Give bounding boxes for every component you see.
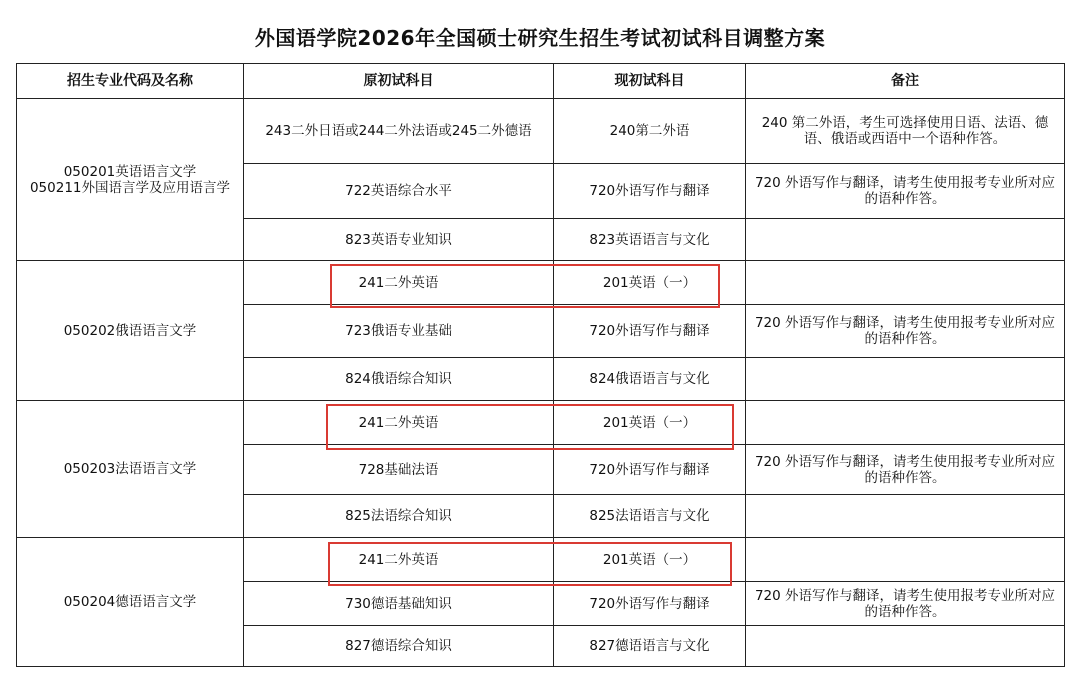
major-cell bbox=[17, 538, 244, 667]
remark-cell: 720 外语写作与翻译，请考生使用报考专业所对应的语种作答。 bbox=[746, 305, 1065, 358]
current-subject-cell: 823英语语言与文化 bbox=[554, 219, 746, 261]
original-subject-cell: 827德语综合知识 bbox=[244, 626, 554, 667]
header-current-subject: 现初试科目 bbox=[554, 64, 746, 99]
remark-cell bbox=[746, 626, 1065, 667]
remark-cell bbox=[746, 358, 1065, 401]
current-subject-cell: 825法语语言与文化 bbox=[554, 495, 746, 538]
header-original-subject: 原初试科目 bbox=[244, 64, 554, 99]
subject-adjustment-table bbox=[16, 63, 1065, 667]
current-subject-cell: 201英语（一） bbox=[554, 401, 746, 445]
original-subject-cell: 728基础法语 bbox=[244, 445, 554, 495]
remark-cell bbox=[746, 495, 1065, 538]
remark-cell: 720 外语写作与翻译，请考生使用报考专业所对应的语种作答。 bbox=[746, 582, 1065, 626]
major-cell bbox=[17, 99, 244, 261]
original-subject-cell: 825法语综合知识 bbox=[244, 495, 554, 538]
remark-cell bbox=[746, 261, 1065, 305]
current-subject-cell: 240第二外语 bbox=[554, 99, 746, 164]
original-subject-cell: 723俄语专业基础 bbox=[244, 305, 554, 358]
original-subject-cell: 241二外英语 bbox=[244, 401, 554, 445]
current-subject-cell: 824俄语语言与文化 bbox=[554, 358, 746, 401]
original-subject-cell: 241二外英语 bbox=[244, 261, 554, 305]
current-subject-cell: 201英语（一） bbox=[554, 261, 746, 305]
current-subject-cell: 720外语写作与翻译 bbox=[554, 445, 746, 495]
major-name: 050204德语语言文学 bbox=[63, 594, 197, 610]
original-subject-cell: 241二外英语 bbox=[244, 538, 554, 582]
table-row bbox=[17, 401, 1065, 445]
major-cell bbox=[17, 401, 244, 538]
original-subject-cell: 824俄语综合知识 bbox=[244, 358, 554, 401]
remark-cell bbox=[746, 538, 1065, 582]
current-subject-cell: 720外语写作与翻译 bbox=[554, 582, 746, 626]
current-subject-cell: 720外语写作与翻译 bbox=[554, 164, 746, 219]
current-subject-cell: 720外语写作与翻译 bbox=[554, 305, 746, 358]
table-row bbox=[17, 538, 1065, 582]
table-row bbox=[17, 99, 1065, 164]
original-subject-cell: 722英语综合水平 bbox=[244, 164, 554, 219]
remark-cell bbox=[746, 401, 1065, 445]
header-major: 招生专业代码及名称 bbox=[17, 64, 244, 99]
major-cell bbox=[17, 261, 244, 401]
current-subject-cell: 201英语（一） bbox=[554, 538, 746, 582]
remark-cell bbox=[746, 219, 1065, 261]
current-subject-cell: 827德语语言与文化 bbox=[554, 626, 746, 667]
header-remarks: 备注 bbox=[746, 64, 1065, 99]
remark-cell: 720 外语写作与翻译，请考生使用报考专业所对应的语种作答。 bbox=[746, 445, 1065, 495]
original-subject-cell: 823英语专业知识 bbox=[244, 219, 554, 261]
page-title: 外国语学院2026年全国硕士研究生招生考试初试科目调整方案 bbox=[254, 26, 826, 50]
major-name: 050201英语语言文学 bbox=[63, 163, 197, 180]
major-name: 050211外国语言学及应用语言学 bbox=[29, 179, 231, 196]
original-subject-cell: 243二外日语或244二外法语或245二外德语 bbox=[244, 99, 554, 164]
original-subject-cell: 730德语基础知识 bbox=[244, 582, 554, 626]
table-row bbox=[17, 261, 1065, 305]
major-name: 050203法语语言文学 bbox=[63, 461, 197, 477]
remark-cell: 240 第二外语，考生可选择使用日语、法语、德语、俄语或西语中一个语种作答。 bbox=[746, 99, 1065, 164]
remark-cell: 720 外语写作与翻译，请考生使用报考专业所对应的语种作答。 bbox=[746, 164, 1065, 219]
major-name: 050202俄语语言文学 bbox=[63, 322, 197, 339]
table-header-row bbox=[17, 64, 1065, 99]
